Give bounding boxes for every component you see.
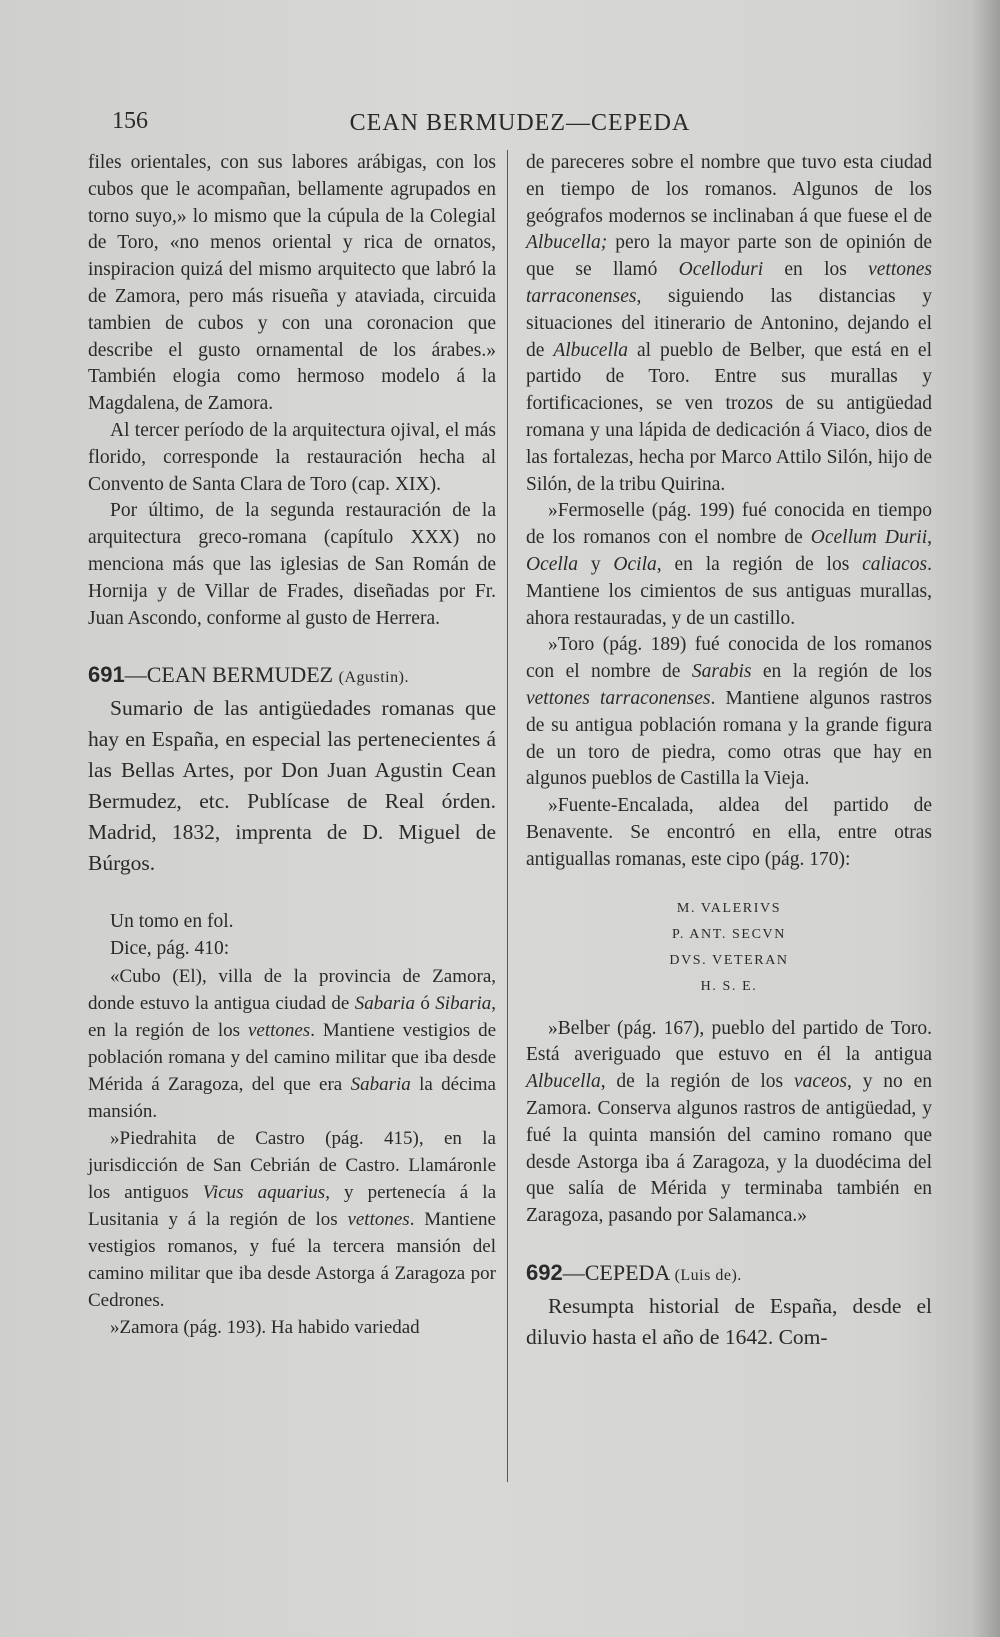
page-edge-shadow	[972, 0, 1000, 1637]
paragraph: Dice, pág. 410:	[110, 938, 230, 960]
entry-author: —CEAN BERMUDEZ	[124, 662, 334, 688]
paragraph: »Zamora (pág. 193). Ha habido variedad	[110, 1316, 420, 1338]
paragraph: »Fermoselle (pág. 199) fué conocida en tiempo de los romanos con el nombre de Ocellum Durii, Ocella y Ocila, en la región de los caliacos. Mantiene los cimientos de sus antiguas murallas, ahora restauradas, y de un castillo.	[526, 500, 932, 629]
column-divider	[507, 150, 508, 1482]
paragraph: Un tomo en fol.	[110, 911, 234, 933]
entry-author-given: (Agustin).	[338, 669, 409, 687]
entry-heading-692	[526, 1258, 932, 1291]
inscription	[526, 896, 932, 1000]
left-column	[88, 150, 496, 1341]
inscription-line: M. VALERIVS	[676, 900, 782, 916]
paragraph: files orientales, con sus labores arábigas, con los cubos que le acompañan, bellamente agrupados en torno suyo,» lo mismo que la cúpula de la Colegial de Toro, «no menos oriental y rica de ornatos, inspiracion quizá del mismo arquitecto que labró la de Zamora, pero más risueña y ataviada, circuida tambien de cubos y con una coronacion que describe el gusto ornamental de los árabes.» También elogia como hermoso modelo á la Magdalena, de Zamora.	[88, 152, 496, 415]
inscription-line: DVS. VETERAN	[669, 952, 789, 968]
page-number: 156	[112, 108, 148, 134]
paragraph: »Fuente-Encalada, aldea del partido de Benavente. Se encontró en ella, entre otras antiguallas romanas, este cipo (pág. 170):	[526, 795, 932, 870]
paragraph: Al tercer período de la arquitectura ojival, el más florido, corresponde la restauración hecha al Convento de Santa Clara de Toro (cap. XIX).	[88, 419, 496, 495]
entry-number: 692	[526, 1259, 563, 1285]
inscription-line: P. ANT. SECVN	[672, 926, 786, 942]
paragraph: de pareceres sobre el nombre que tuvo esta ciudad en tiempo de los romanos. Algunos de los geógrafos modernos se inclinaban á que fuese el de Albucella; pero la mayor parte son de opinión de que se llamó Ocelloduri en los vettones tarraconenses, siguiendo las distancias y situaciones del itinerario de Antonino, dejando el de Albucella al pueblo de Belber, que está en el partido de Toro. Entre sus murallas y fortificaciones, se ven trozos de su antigüedad romana y una lápida de dedicación á Viaco, dios de las fortalezas, hecha por Marco Attilo Silón, hijo de Silón, de la tribu Quirina.	[526, 152, 932, 495]
right-column	[526, 150, 932, 1353]
entry-description: Sumario de las antigüedades romanas que hay en España, en especial las pertenecientes á las Bellas Artes, por Don Juan Agustin Cean Bermudez, etc. Publícase de Real órden. Madrid, 1832, imprenta de D. Miguel de Búrgos.	[88, 696, 496, 876]
running-title: CEAN BERMUDEZ—CEPEDA	[349, 110, 691, 136]
entry-description: Resumpta historial de España, desde el diluvio hasta el año de 1642. Com-	[526, 1293, 932, 1349]
entry-number: 691	[88, 662, 125, 688]
paragraph: »Toro (pág. 189) fué conocida de los romanos con el nombre de Sarabis en la región de los vettones tarraconenses. Mantiene algunos rastros de su antigua población romana y la grande figura de un toro de piedra, como otras que hay en algunos pueblos de Castilla la Vieja.	[526, 634, 932, 790]
paragraph: »Belber (pág. 167), pueblo del partido de Toro. Está averiguado que estuvo en él la antigua Albucella, de la región de los vaceos, y no en Zamora. Conserva algunos rastros de antigüedad, y fué la quinta mansión del camino romano que desde Astorga iba á Zaragoza, y la duodécima del que salía de Mérida y terminaba también en Zaragoza, pasando por Salamanca.»	[526, 1017, 932, 1227]
paragraph: Por último, de la segunda restauración de la arquitectura greco-romana (capítulo XXX) no menciona más que las iglesias de San Román de Hornija y de Villar de Frades, diseñadas por Fr. Juan Ascondo, conforme al gusto de Herrera.	[88, 500, 496, 629]
inscription-line: H. S. E.	[700, 978, 758, 994]
entry-author: —CEPEDA	[562, 1259, 670, 1285]
page-header	[0, 108, 1000, 142]
paragraph: «Cubo (El), villa de la provincia de Zamora, donde estuvo la antigua ciudad de Sabaria ó Sibaria, en la región de los vettones. Mantiene vestigios de población romana y del camino militar que iba desde Mérida á Zaragoza, del que era Sabaria la décima mansión.	[88, 965, 496, 1122]
paragraph: »Piedrahita de Castro (pág. 415), en la jurisdicción de San Cebrián de Castro. Llamáronle los antiguos Vicus aquarius, y pertenecía á la Lusitania y á la región de los vettones. Mantiene vestigios romanos, y fué la tercera mansión del camino militar que iba desde Astorga á Zaragoza por Cedrones.	[88, 1127, 496, 1311]
entry-author-given: (Luis de).	[674, 1266, 742, 1284]
entry-heading-691	[88, 660, 496, 693]
